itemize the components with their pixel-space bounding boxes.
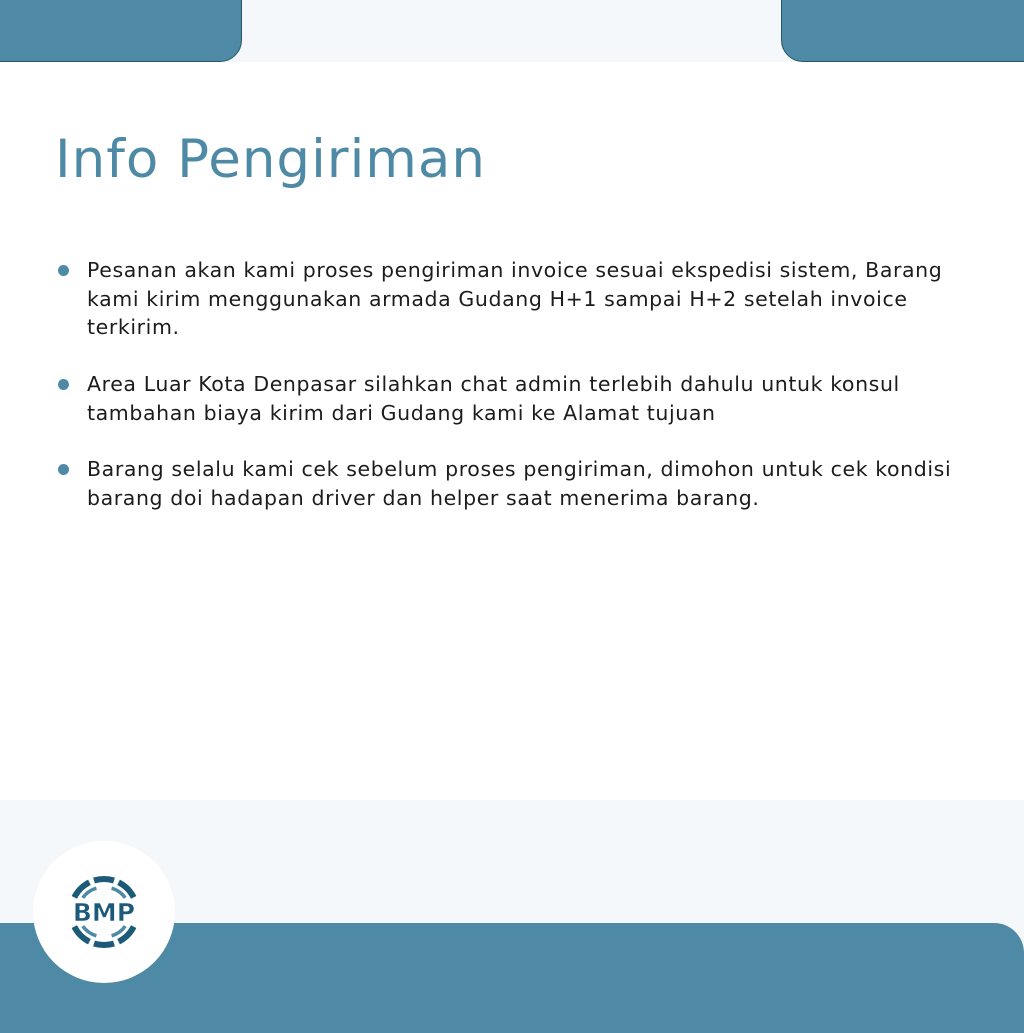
bullet-dot-icon bbox=[58, 265, 69, 276]
bmp-logo-icon bbox=[33, 841, 175, 983]
info-item-cek-barang bbox=[87, 455, 967, 512]
info-item-invoice bbox=[87, 256, 967, 342]
top-left-tab-decoration bbox=[0, 0, 242, 62]
info-item-text: Barang selalu kami cek sebelum proses pengiriman, dimohon untuk cek kondisi barang doi hadapan driver dan helper saat menerima barang. bbox=[87, 457, 952, 510]
top-right-tab-decoration bbox=[781, 0, 1024, 62]
bullet-dot-icon bbox=[58, 464, 69, 475]
bullet-dot-icon bbox=[58, 379, 69, 390]
info-item-text: Area Luar Kota Denpasar silahkan chat admin terlebih dahulu untuk konsul tambahan biaya kirim dari Gudang kami ke Alamat tujuan bbox=[87, 372, 900, 425]
info-item-luar-kota bbox=[87, 370, 967, 427]
page-title: Info Pengiriman bbox=[55, 129, 487, 190]
info-item-text: Pesanan akan kami proses pengiriman invoice sesuai ekspedisi sistem, Barang kami kirim menggunakan armada Gudang H+1 sampai H+2 setelah invoice terkirim. bbox=[87, 258, 943, 339]
logo-badge bbox=[33, 841, 175, 983]
bmp-logo-text: BMP bbox=[72, 898, 136, 927]
